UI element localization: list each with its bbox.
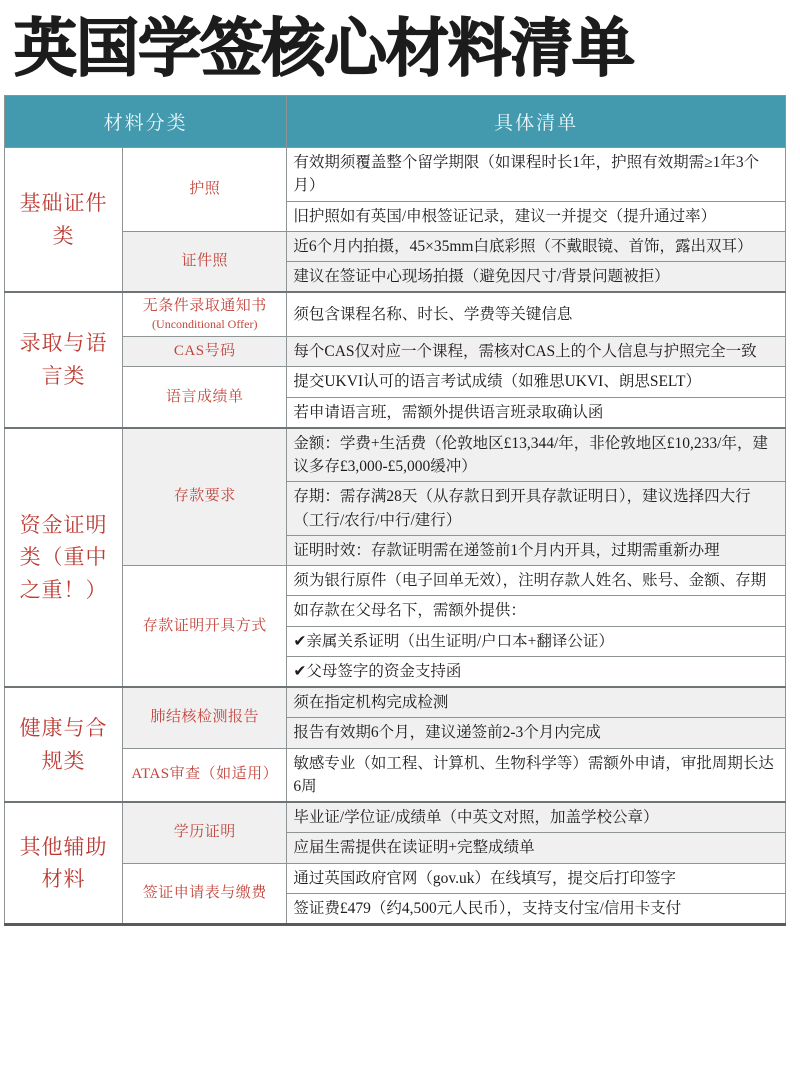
detail-cell: 建议在签证中心现场拍摄（避免因尺寸/背景问题被拒）: [287, 262, 786, 293]
detail-cell: 存期：需存满28天（从存款日到开具存款证明日），建议选择四大行（工行/农行/中行/建行）: [287, 482, 786, 536]
materials-checklist-table: [4, 95, 786, 926]
header-detail: 具体清单: [287, 96, 786, 148]
detail-cell: 应届生需提供在读证明+完整成绩单: [287, 833, 786, 863]
detail-cell: ✔亲属关系证明（出生证明/户口本+翻译公证）: [287, 626, 786, 656]
subcategory-cell: [123, 748, 287, 802]
page-title: 英国学签核心材料清单: [14, 14, 634, 84]
table-header: [5, 96, 786, 148]
detail-cell: 毕业证/学位证/成绩单（中英文对照，加盖学校公章）: [287, 802, 786, 833]
subcategory-cell: [123, 337, 287, 367]
detail-cell: 有效期须覆盖整个留学期限（如课程时长1年，护照有效期需≥1年3个月）: [287, 148, 786, 202]
detail-cell: 旧护照如有英国/申根签证记录，建议一并提交（提升通过率）: [287, 201, 786, 231]
detail-cell: 证明时效：存款证明需在递签前1个月内开具，过期需重新办理: [287, 535, 786, 565]
detail-cell: 报告有效期6个月，建议递签前2-3个月内完成: [287, 718, 786, 748]
subcategory-cell: [123, 802, 287, 863]
subcategory-label-en: (Unconditional Offer): [152, 317, 258, 332]
detail-cell: 签证费£479（约4,500元人民币），支持支付宝/信用卡支付: [287, 893, 786, 924]
category-cell: 健康与合规类: [5, 687, 123, 802]
subcategory-label: 肺结核检测报告: [150, 709, 259, 726]
subcategory-label: 存款证明开具方式: [142, 617, 267, 634]
category-cell: 录取与语言类: [5, 292, 123, 428]
subcategory-cell: [123, 231, 287, 292]
detail-cell: 须包含课程名称、时长、学费等关键信息: [287, 292, 786, 336]
table-row: [5, 802, 786, 833]
subcategory-cell: [123, 367, 287, 428]
subcategory-label: CAS号码: [173, 343, 236, 360]
subcategory-label: 存款要求: [173, 488, 236, 505]
subcategory-cell: [123, 148, 287, 232]
subcategory-label: 签证申请表与缴费: [142, 884, 267, 901]
detail-cell: 每个CAS仅对应一个课程，需核对CAS上的个人信息与护照完全一致: [287, 337, 786, 367]
subcategory-cell: [123, 428, 287, 566]
table-row: [5, 687, 786, 718]
detail-cell: 若申请语言班，需额外提供语言班录取确认函: [287, 397, 786, 428]
subcategory-cell: [123, 687, 287, 748]
detail-cell: ✔父母签字的资金支持函: [287, 656, 786, 687]
category-cell: 资金证明类（重中之重！）: [5, 428, 123, 687]
detail-cell: 敏感专业（如工程、计算机、生物科学等）需额外申请，审批周期长达6周: [287, 748, 786, 802]
detail-cell: 提交UKVI认可的语言考试成绩（如雅思UKVI、朗思SELT）: [287, 367, 786, 397]
header-category: 材料分类: [5, 96, 287, 148]
detail-cell: 须在指定机构完成检测: [287, 687, 786, 718]
subcategory-label: 语言成绩单: [165, 388, 244, 405]
category-cell: 其他辅助材料: [5, 802, 123, 925]
table-body: [5, 148, 786, 925]
subcategory-cell: [123, 566, 287, 688]
table-row: [5, 428, 786, 482]
header-row: [5, 96, 786, 148]
subcategory-cell: [123, 863, 287, 925]
subcategory-label: ATAS审查（如适用）: [131, 766, 279, 783]
table-row: [5, 148, 786, 202]
subcategory-label: 无条件录取通知书: [142, 298, 267, 315]
subcategory-label: 证件照: [181, 253, 228, 269]
table-row: [5, 292, 786, 336]
detail-cell: 近6个月内拍摄，45×35mm白底彩照（不戴眼镜、首饰，露出双耳）: [287, 231, 786, 261]
subcategory-label: 学历证明: [173, 824, 236, 841]
subcategory-label: 护照: [189, 180, 221, 197]
detail-cell: 如存款在父母名下，需额外提供：: [287, 596, 786, 626]
detail-cell: 须为银行原件（电子回单无效），注明存款人姓名、账号、金额、存期: [287, 566, 786, 596]
detail-cell: 金额：学费+生活费（伦敦地区£13,344/年，非伦敦地区£10,233/年，建议多存£3,000-£5,000缓冲）: [287, 428, 786, 482]
detail-cell: 通过英国政府官网（gov.uk）在线填写，提交后打印签字: [287, 863, 786, 893]
category-cell: 基础证件类: [5, 148, 123, 293]
subcategory-cell: [123, 292, 287, 336]
